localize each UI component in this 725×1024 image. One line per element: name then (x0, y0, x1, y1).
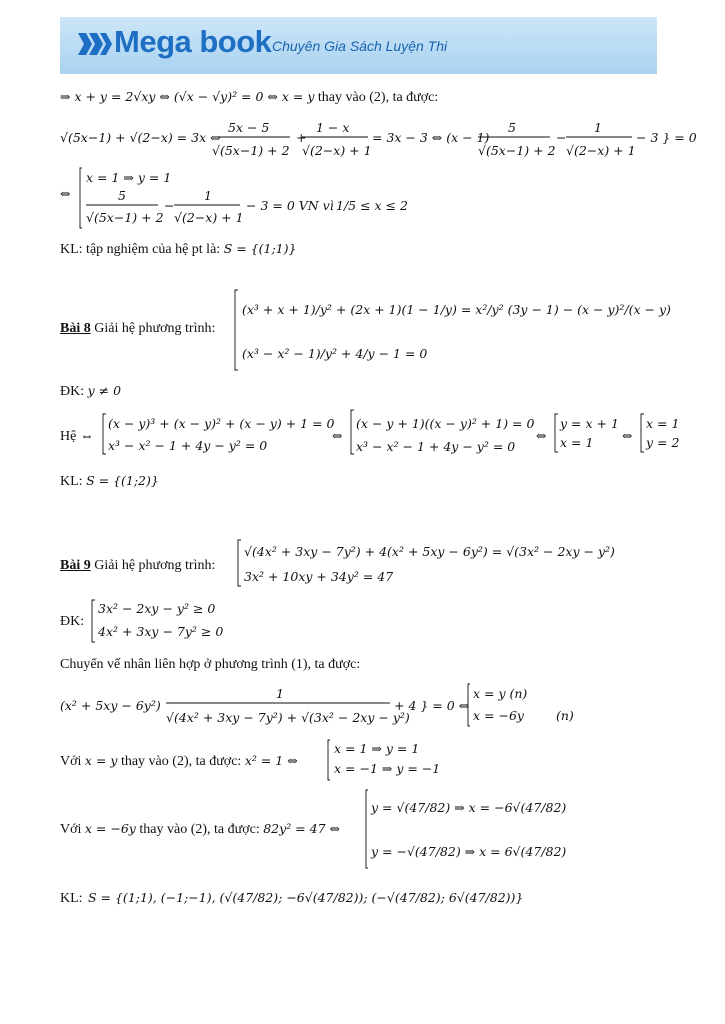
brand-name: Mega book (114, 24, 272, 59)
substitution-2: Với x = −6y thay vào (2), ta được: 82y² = 47 ⇔ (60, 821, 340, 837)
svg-text:5: 5 (508, 120, 516, 135)
svg-text:x = 1: x = 1 (560, 435, 594, 450)
svg-text:1: 1 (204, 188, 212, 203)
condition-9-label: ĐK: (60, 614, 85, 629)
condition-9 (92, 600, 223, 642)
svg-text:√(2−x) + 1: √(2−x) + 1 (302, 143, 372, 158)
system-9 (238, 540, 615, 586)
system-8 (235, 290, 671, 370)
svg-text:(n): (n) (556, 708, 574, 723)
svg-text:4x² + 3xy − 7y² ≥ 0: 4x² + 3xy − 7y² ≥ 0 (98, 624, 224, 639)
problem-8-heading: Bài 8 Giải hệ phương trình: (60, 321, 216, 336)
svg-text:(x − y)³ + (x − y)² + (x − y): (x − y)³ + (x − y)² + (x − y) + 1 = 0 (108, 416, 335, 431)
equivalent-systems-8 (103, 410, 679, 454)
conclusion-1: KL: tập nghiệm của hệ pt là: S = {(1;1)} (60, 241, 297, 257)
svg-text:= 3x − 3 ⇔ (x − 1): = 3x − 3 ⇔ (x − 1) (372, 130, 490, 145)
conjugate-equation (60, 684, 574, 726)
svg-text:(x³ − x² − 1)/y² + 4/y − 1 = 0: (x³ − x² − 1)/y² + 4/y − 1 = 0 (242, 346, 428, 361)
svg-text:−: − (164, 198, 175, 213)
svg-text:(x − y + 1)((x − y)² + 1) = 0: (x − y + 1)((x − y)² + 1) = 0 (356, 416, 535, 431)
svg-text:√(2−x) + 1: √(2−x) + 1 (174, 210, 244, 225)
svg-text:−: − (556, 130, 567, 145)
svg-text:x = 1 ⇒ y = 1: x = 1 ⇒ y = 1 (334, 741, 420, 756)
he-label: Hệ ⇔ (60, 429, 94, 444)
svg-text:x = −1 ⇒ y = −1: x = −1 ⇒ y = −1 (334, 761, 441, 776)
svg-text:+: + (296, 130, 307, 145)
svg-text:⇔: ⇔ (536, 428, 547, 443)
svg-text:x = 1 ⇒ y = 1: x = 1 ⇒ y = 1 (86, 170, 172, 185)
case-block-1 (60, 168, 408, 228)
svg-text:y = −√(47/82) ⇒ x = 6√(47/82): y = −√(47/82) ⇒ x = 6√(47/82) (371, 844, 567, 859)
line-derivation-1: ⇒ x + y = 2√xy ⇔ (√x − √y)² = 0 ⇔ x = y thay vào (2), ta được: (60, 89, 439, 105)
svg-text:x = 1: x = 1 (646, 416, 680, 431)
svg-text:1/5 ≤ x ≤ 2: 1/5 ≤ x ≤ 2 (336, 198, 408, 213)
svg-text:√(2−x) + 1: √(2−x) + 1 (566, 143, 636, 158)
svg-text:3x² + 10xy + 34y² = 47: 3x² + 10xy + 34y² = 47 (244, 569, 394, 584)
condition-8: ĐK: y ≠ 0 (60, 383, 122, 399)
brand-tagline: Chuyên Gia Sách Luyện Thi (272, 38, 448, 54)
conjugate-intro: Chuyển vế nhân liên hợp ở phương trình (1), ta được: (60, 657, 361, 672)
svg-text:5: 5 (118, 188, 126, 203)
svg-text:√(5x−1) + √(2−x) = 3x ⇔: √(5x−1) + √(2−x) = 3x ⇔ (60, 130, 221, 145)
svg-text:x = −6y: x = −6y (473, 708, 524, 723)
svg-text:y = √(47/82) ⇒ x = −6√(47/82): y = √(47/82) ⇒ x = −6√(47/82) (371, 800, 567, 815)
case-block-voi-1 (328, 740, 440, 780)
svg-text:√(5x−1) + 2: √(5x−1) + 2 (212, 143, 290, 158)
svg-text:y = x + 1: y = x + 1 (560, 416, 619, 431)
svg-text:x³ − x² − 1 + 4y − y² = 0: x³ − x² − 1 + 4y − y² = 0 (356, 439, 516, 454)
svg-text:3x² − 2xy − y² ≥ 0: 3x² − 2xy − y² ≥ 0 (98, 601, 216, 616)
svg-text:√(4x² + 3xy − 7y²) + 4(x² + 5x: √(4x² + 3xy − 7y²) + 4(x² + 5xy − 6y²) = √(3x² − 2xy − y²) (244, 544, 615, 559)
svg-text:(x³ + x + 1)/y² + (2x + 1)(1 −: (x³ + x + 1)/y² + (2x + 1)(1 − 1/y) = x²/y² (3y − 1) − (x − y)²/(x − y) (242, 302, 671, 317)
conclusion-8: KL: S = {(1;2)} (60, 473, 159, 489)
svg-text:+ 4 } = 0 ⇔: + 4 } = 0 ⇔ (394, 698, 470, 713)
svg-text:x³ − x² − 1 + 4y − y² = 0: x³ − x² − 1 + 4y − y² = 0 (108, 438, 268, 453)
svg-text:x = y (n): x = y (n) (473, 686, 528, 701)
conclusion-9-label: KL: (60, 891, 83, 906)
svg-text:(x² + 5xy − 6y²): (x² + 5xy − 6y²) (60, 698, 161, 713)
equation-2 (60, 120, 697, 158)
svg-text:⇔: ⇔ (622, 428, 633, 443)
svg-text:S = {(1;1), (−1;−1), (√(47/82): S = {(1;1), (−1;−1), (√(47/82); −6√(47/82)); (−√(47/82); 6√(47/82))} (88, 890, 524, 905)
svg-text:1: 1 (276, 686, 284, 701)
svg-text:y = 2: y = 2 (646, 435, 680, 450)
svg-text:√(5x−1) + 2: √(5x−1) + 2 (478, 143, 556, 158)
svg-text:5x − 5: 5x − 5 (228, 120, 270, 135)
substitution-1: Với x = y thay vào (2), ta được: x² = 1 ⇔ (60, 753, 298, 769)
svg-text:1: 1 (594, 120, 602, 135)
svg-text:√(5x−1) + 2: √(5x−1) + 2 (86, 210, 164, 225)
svg-text:⇔: ⇔ (332, 428, 343, 443)
svg-text:− 3 = 0 VN vì: − 3 = 0 VN vì (246, 198, 334, 213)
case-block-voi-2 (366, 790, 566, 868)
conclusion-9-math (88, 890, 523, 905)
svg-text:− 3 } = 0: − 3 } = 0 (636, 130, 697, 145)
svg-text:⇔: ⇔ (60, 186, 71, 201)
problem-9-heading: Bài 9 Giải hệ phương trình: (60, 558, 216, 573)
svg-text:√(4x² + 3xy − 7y²) + √(3x² − 2: √(4x² + 3xy − 7y²) + √(3x² − 2xy − y²) (166, 710, 410, 725)
svg-text:1 − x: 1 − x (316, 120, 350, 135)
